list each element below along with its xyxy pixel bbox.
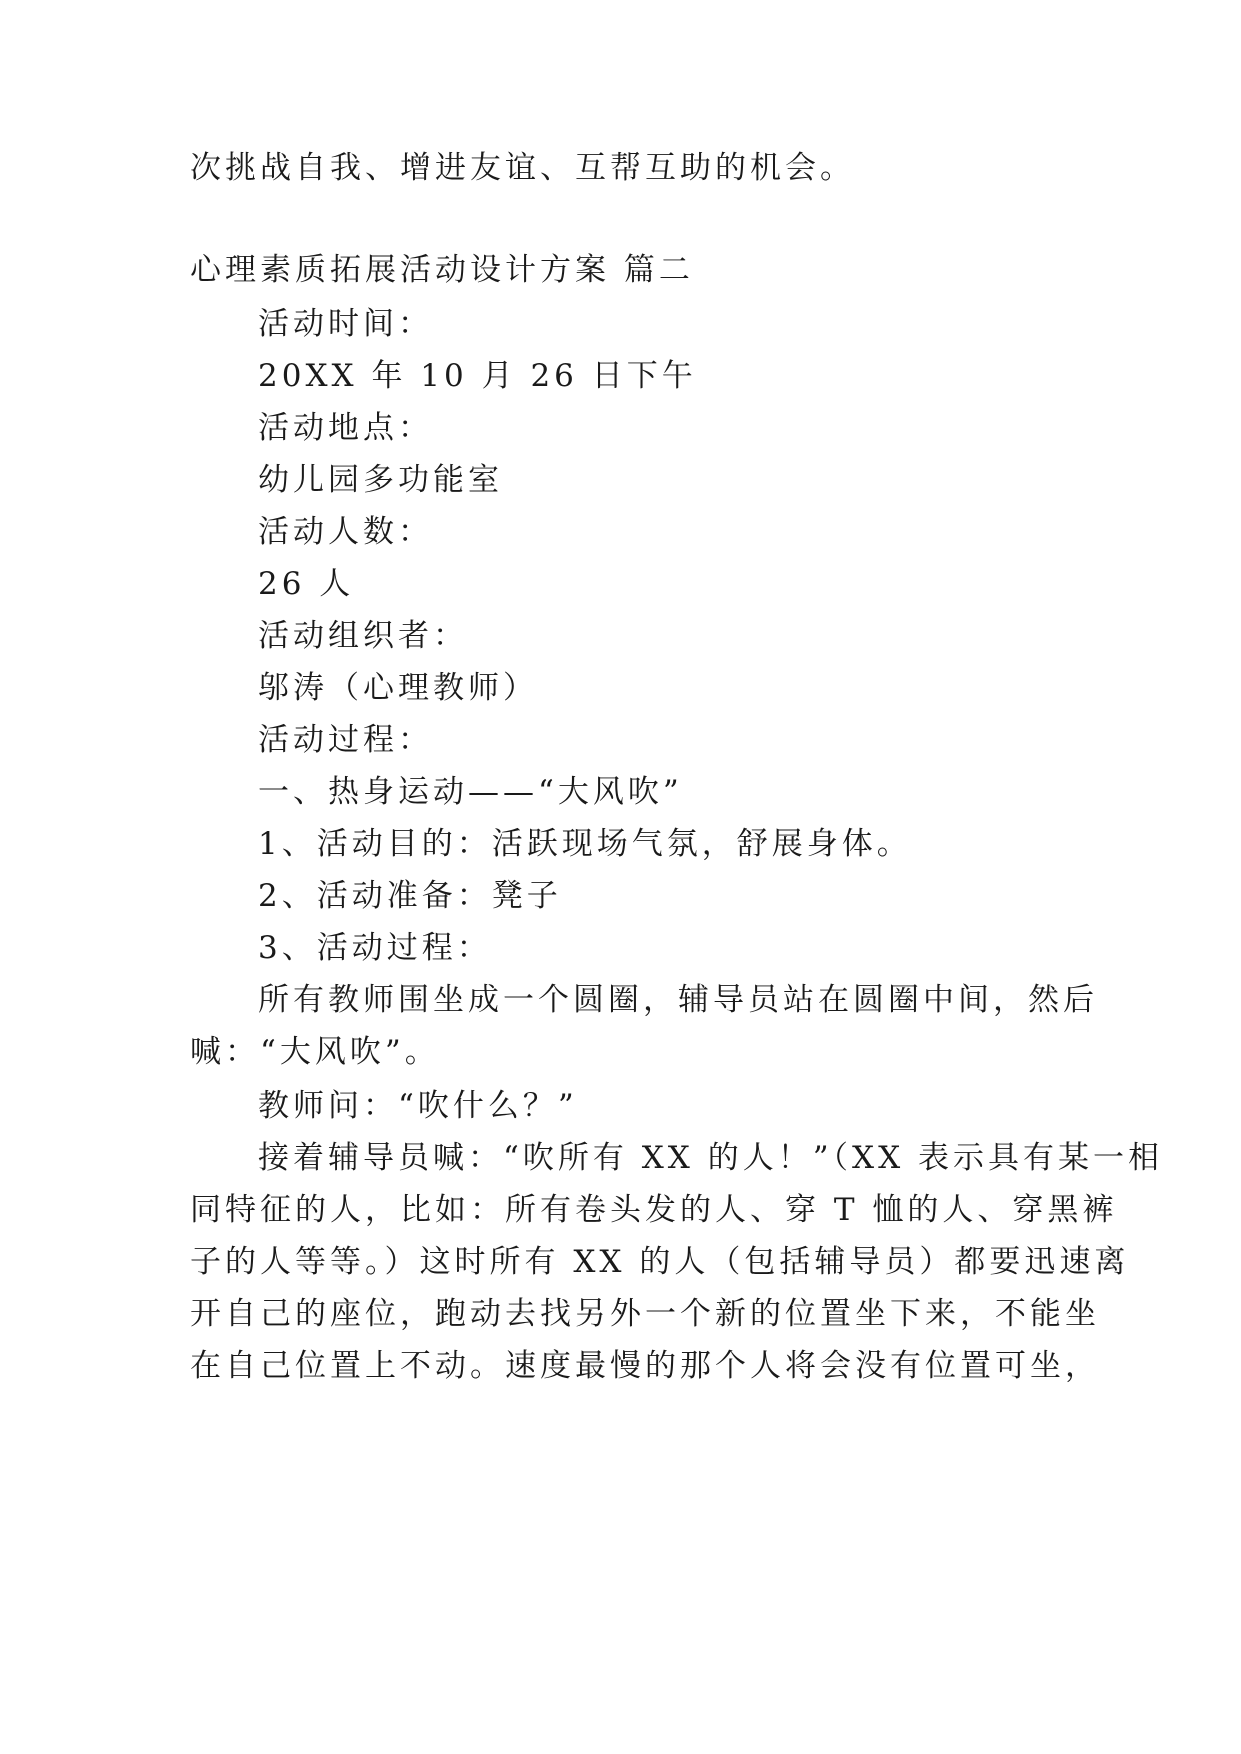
- paragraph-line: 同特征的人，比如：所有卷头发的人、穿 T 恤的人、穿黑裤: [190, 1192, 1118, 1228]
- paragraph-line: 在自己位置上不动。速度最慢的那个人将会没有位置可坐，: [190, 1348, 1100, 1384]
- list-item: 3、活动过程：: [258, 930, 492, 966]
- paragraph-line: 子的人等等。）这时所有 XX 的人（包括辅导员）都要迅速离: [190, 1244, 1130, 1280]
- paragraph-line: 所有教师围坐成一个圆圈，辅导员站在圆圈中间，然后: [258, 982, 1098, 1018]
- field-value-location: 幼儿园多功能室: [258, 462, 503, 498]
- paragraph-line: 接着辅导员喊：“吹所有 XX 的人！”（XX 表示具有某一相: [258, 1140, 1164, 1176]
- field-label-time: 活动时间：: [258, 306, 433, 342]
- list-item: 2、活动准备：凳子: [258, 878, 562, 914]
- field-label-process: 活动过程：: [258, 722, 433, 758]
- paragraph-line: 教师问：“吹什么？”: [258, 1088, 578, 1124]
- paragraph-line: 次挑战自我、增进友谊、互帮互助的机会。: [190, 150, 855, 186]
- paragraph-line: 喊：“大风吹”。: [190, 1034, 440, 1070]
- subsection-heading: 一、热身运动——“大风吹”: [258, 774, 683, 810]
- field-label-location: 活动地点：: [258, 410, 433, 446]
- field-value-organizer: 邬涛（心理教师）: [258, 670, 538, 706]
- field-value-time: 20XX 年 10 月 26 日下午: [258, 358, 697, 394]
- list-item: 1、活动目的：活跃现场气氛，舒展身体。: [258, 826, 912, 862]
- field-label-participants: 活动人数：: [258, 514, 433, 550]
- section-heading: 心理素质拓展活动设计方案 篇二: [190, 252, 694, 288]
- field-label-organizer: 活动组织者：: [258, 618, 468, 654]
- field-value-participants: 26 人: [258, 566, 355, 602]
- paragraph-line: 开自己的座位，跑动去找另外一个新的位置坐下来，不能坐: [190, 1296, 1100, 1332]
